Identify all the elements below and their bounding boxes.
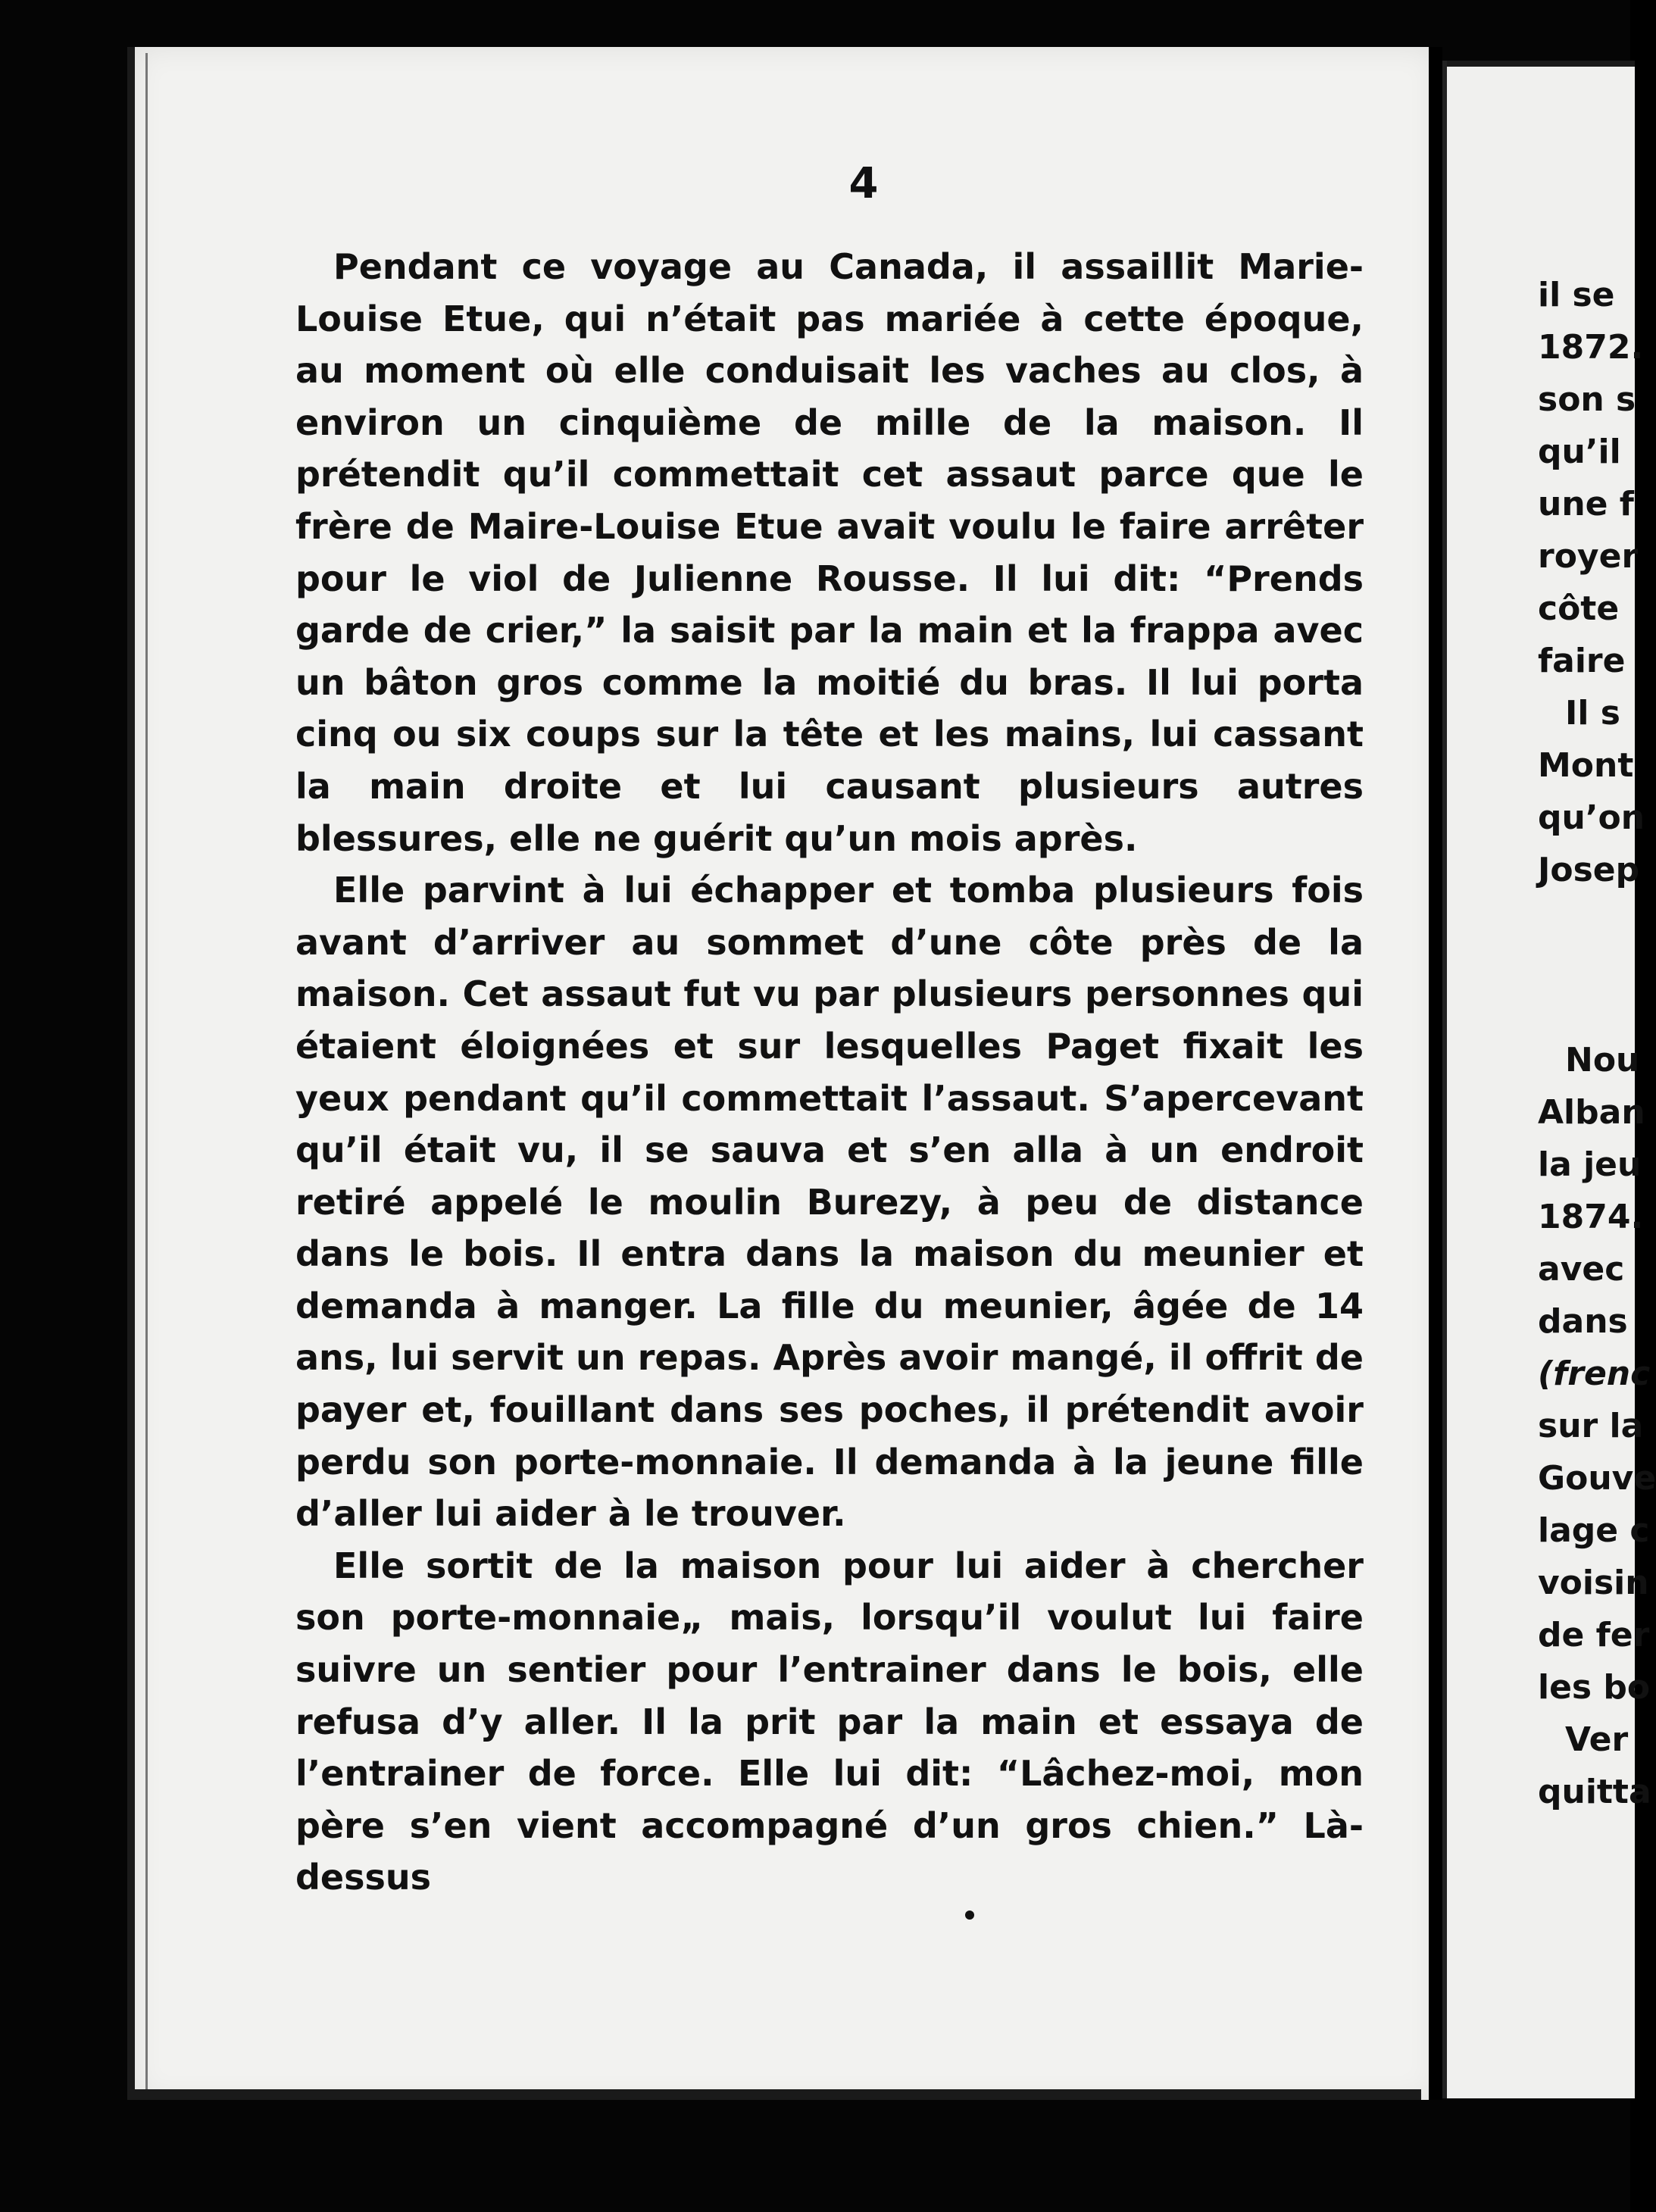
line-fragment: qu’on: [1538, 798, 1645, 837]
page-bottom-edge: [135, 2089, 1421, 2100]
line-fragment: 1872.: [1538, 328, 1644, 367]
right-page-text-fragments: [1538, 269, 1656, 1818]
line-fragment: sur la: [1538, 1407, 1644, 1445]
line-fragment: les bo: [1538, 1668, 1651, 1707]
line-fragment: quitta: [1538, 1773, 1651, 1811]
line-fragment: avec: [1538, 1250, 1625, 1289]
paragraph-2: Elle parvint à lui échapper et tomba plusieurs fois avant d’arriver au sommet d’une côte près de la maison. Cet assaut fut vu par plusieurs personnes qui étaient éloignées et sur lesquelles Paget fixait les yeux pendant qu’il commettait l’assaut. S’apercevant qu’il était vu, il se sauva et s’en alla à un endroit retiré appelé le moulin Burezy, à peu de distance dans le bois. Il entra dans la maison du meunier et demanda à manger. La fille du meunier, âgée de 14 ans, lui servit un repas. Après avoir mangé, il offrit de payer et, fouillant dans ses poches, il prétendit avoir perdu son porte-monnaie. Il demanda à la jeune fille d’aller lui aider à le trouver.: [295, 870, 1364, 1535]
line-fragment: il se: [1538, 276, 1615, 314]
line-fragment: son s: [1538, 380, 1636, 419]
line-fragment: de fer: [1538, 1616, 1650, 1654]
line-fragment: faire: [1538, 642, 1626, 680]
line-fragment: dans: [1538, 1302, 1628, 1341]
line-fragment: lage c: [1538, 1511, 1650, 1550]
body-text: [295, 241, 1364, 1904]
ink-dot: [965, 1911, 974, 1920]
right-page-top-edge: [1447, 61, 1635, 67]
line-fragment: Nou: [1565, 1041, 1640, 1079]
line-fragment: Alban: [1538, 1093, 1645, 1132]
line-fragment: côte: [1538, 589, 1620, 628]
page-number: 4: [848, 159, 879, 208]
line-fragment: la jeu: [1538, 1145, 1642, 1184]
line-fragment: Il s: [1565, 694, 1620, 733]
line-fragment: (frenc: [1538, 1354, 1651, 1393]
line-fragment: Josep: [1538, 851, 1640, 889]
paragraph-3: Elle sortit de la maison pour lui aider à chercher son porte-monnaie„ mais, lorsqu’il voulut lui faire suivre un sentier pour l’entrainer dans le bois, elle refusa d’y aller. Il la prit par la main et essaya de l’entrainer de force. Elle lui dit: “Lâchez-moi, mon père s’en vient accompagné d’un gros chien.” Là-dessus: [295, 1545, 1364, 1898]
paragraph-1: Pendant ce voyage au Canada, il assaillit Marie-Louise Etue, qui n’était pas mariée à cette époque, au moment où elle conduisait les vaches au clos, à environ un cinquième de mille de la maison. Il prétendit qu’il commettait cet assaut parce que le frère de Maire-Louise Etue avait voulu le faire arrêter pour le viol de Julienne Rousse. Il lui dit: “Prends garde de crier,” la saisit par la main et la frappa avec un bâton gros comme la moitié du bras. Il lui porta cinq ou six coups sur la tête et les mains, lui cassant la main droite et lui causant plusieurs autres blessures, elle ne guérit qu’un mois après.: [295, 246, 1364, 859]
line-fragment: royer: [1538, 537, 1639, 576]
line-fragment: Gouve: [1538, 1459, 1656, 1498]
book-gutter: [1429, 47, 1442, 2100]
line-fragment: voisin: [1538, 1564, 1649, 1602]
line-fragment: 1874.: [1538, 1198, 1644, 1236]
line-fragment: Ver: [1565, 1720, 1629, 1759]
line-fragment: une f: [1538, 485, 1634, 523]
line-fragment: qu’il: [1538, 433, 1621, 471]
line-fragment: Mont: [1538, 746, 1634, 785]
